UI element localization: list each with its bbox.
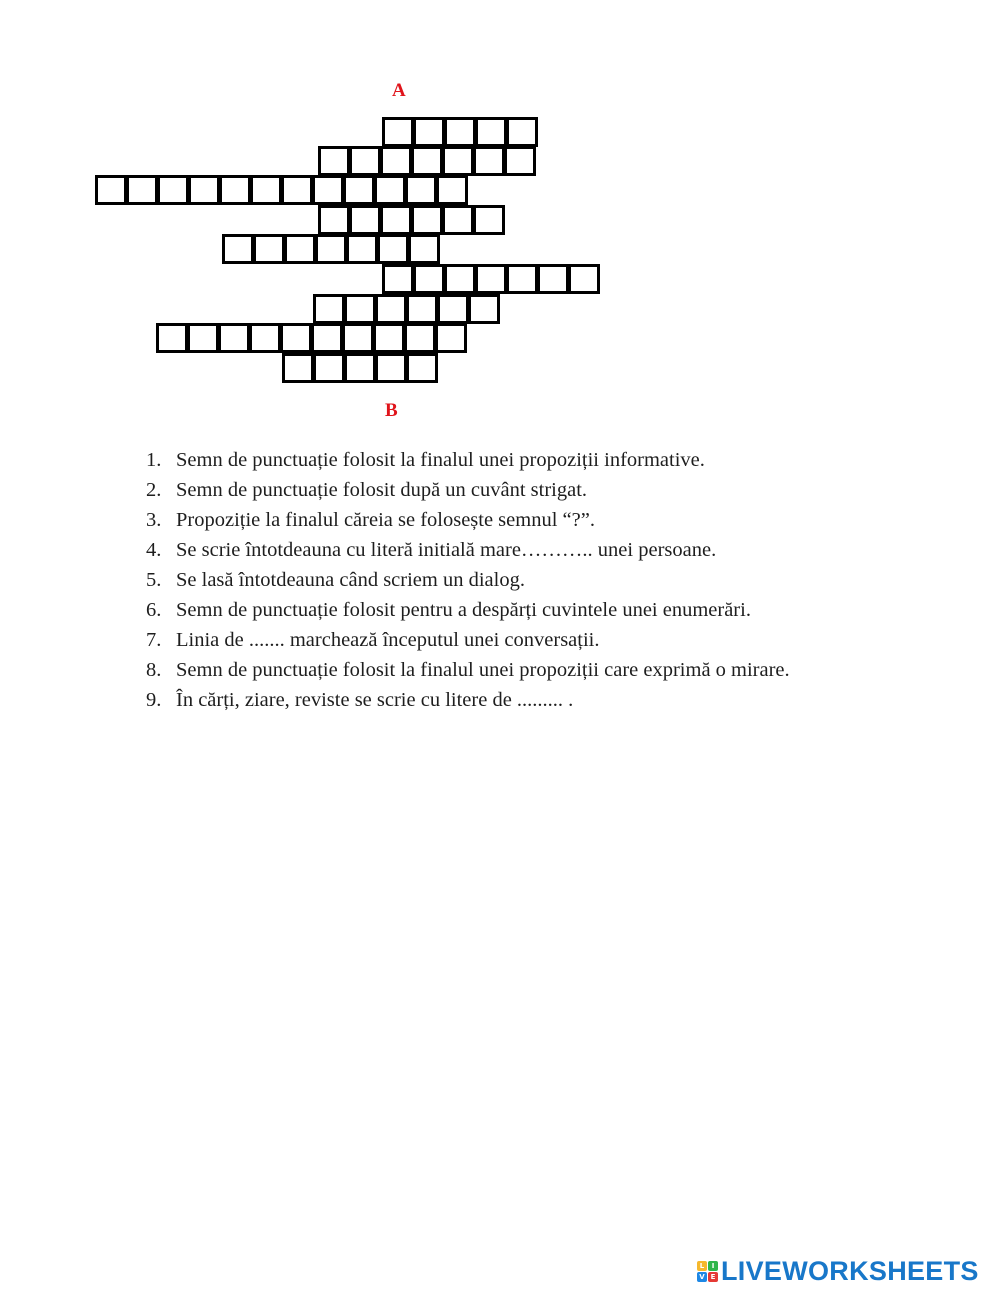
clue-item — [146, 565, 790, 595]
crossword-cell-row-2[interactable] — [442, 146, 474, 176]
crossword-cell-row-7[interactable] — [468, 294, 500, 324]
clue-text: Semn de punctuație folosit la finalul unei propoziții informative. — [176, 449, 705, 471]
crossword-cell-row-5[interactable] — [284, 234, 316, 264]
liveworksheets-logo-icon — [697, 1261, 718, 1282]
logo-tile: V — [697, 1272, 707, 1282]
crossword-cell-row-4[interactable] — [318, 205, 350, 235]
clue-text: În cărți, ziare, reviste se scrie cu litere de ......... . — [176, 689, 574, 711]
clue-number: 5. — [146, 569, 162, 591]
crossword-cell-row-3[interactable] — [343, 175, 375, 205]
crossword-cell-row-8[interactable] — [373, 323, 405, 353]
clue-item — [146, 655, 790, 685]
crossword-cell-row-3[interactable] — [405, 175, 437, 205]
crossword-cell-row-4[interactable] — [349, 205, 381, 235]
crossword-cell-row-3[interactable] — [250, 175, 282, 205]
crossword-cell-row-3[interactable] — [157, 175, 189, 205]
liveworksheets-logo — [697, 1256, 979, 1286]
crossword-cell-row-4[interactable] — [411, 205, 443, 235]
clue-text: Se scrie întotdeauna cu literă initială mare……….. unei persoane. — [176, 539, 717, 561]
crossword-top-label: A — [392, 80, 406, 101]
crossword-cell-row-8[interactable] — [342, 323, 374, 353]
crossword-cell-row-5[interactable] — [222, 234, 254, 264]
crossword-cell-row-8[interactable] — [435, 323, 467, 353]
crossword-cell-row-9[interactable] — [344, 353, 376, 383]
crossword-cell-row-4[interactable] — [473, 205, 505, 235]
crossword-cell-row-6[interactable] — [475, 264, 507, 294]
crossword-cell-row-7[interactable] — [437, 294, 469, 324]
clue-list — [146, 445, 790, 715]
crossword-cell-row-1[interactable] — [413, 117, 445, 147]
clue-number: 1. — [146, 449, 162, 471]
clue-item — [146, 595, 790, 625]
clue-text: Semn de punctuație folosit la finalul unei propoziții care exprimă o mirare. — [176, 659, 790, 681]
crossword-cell-row-1[interactable] — [444, 117, 476, 147]
clue-text: Propoziție la finalul căreia se folosește semnul “?”. — [176, 509, 595, 531]
crossword-cell-row-6[interactable] — [413, 264, 445, 294]
clue-number: 3. — [146, 509, 162, 531]
crossword-cell-row-2[interactable] — [504, 146, 536, 176]
clue-text: Se lasă întotdeauna când scriem un dialog. — [176, 569, 525, 591]
crossword-cell-row-8[interactable] — [156, 323, 188, 353]
clue-item — [146, 625, 790, 655]
crossword-cell-row-1[interactable] — [382, 117, 414, 147]
crossword-cell-row-9[interactable] — [375, 353, 407, 383]
logo-tile: E — [708, 1272, 718, 1282]
crossword-bottom-label: B — [385, 400, 398, 421]
crossword-cell-row-3[interactable] — [436, 175, 468, 205]
clue-item — [146, 475, 790, 505]
crossword-cell-row-6[interactable] — [506, 264, 538, 294]
clue-text: Semn de punctuație folosit pentru a despărți cuvintele unei enumerări. — [176, 599, 751, 621]
crossword-cell-row-5[interactable] — [408, 234, 440, 264]
crossword-cell-row-3[interactable] — [95, 175, 127, 205]
crossword-cell-row-3[interactable] — [312, 175, 344, 205]
crossword-cell-row-8[interactable] — [311, 323, 343, 353]
crossword-cell-row-2[interactable] — [380, 146, 412, 176]
clue-text: Semn de punctuație folosit după un cuvânt strigat. — [176, 479, 588, 501]
clue-number: 2. — [146, 479, 162, 501]
crossword-cell-row-5[interactable] — [315, 234, 347, 264]
crossword-cell-row-2[interactable] — [349, 146, 381, 176]
crossword-cell-row-3[interactable] — [374, 175, 406, 205]
crossword-cell-row-5[interactable] — [253, 234, 285, 264]
crossword-cell-row-8[interactable] — [218, 323, 250, 353]
crossword-cell-row-6[interactable] — [537, 264, 569, 294]
logo-tile: I — [708, 1261, 718, 1271]
crossword-cell-row-7[interactable] — [344, 294, 376, 324]
clue-number: 4. — [146, 539, 162, 561]
clue-number: 8. — [146, 659, 162, 681]
crossword-cell-row-2[interactable] — [318, 146, 350, 176]
crossword-cell-row-9[interactable] — [282, 353, 314, 383]
clue-number: 7. — [146, 629, 162, 651]
crossword-cell-row-3[interactable] — [126, 175, 158, 205]
crossword-cell-row-3[interactable] — [188, 175, 220, 205]
crossword-cell-row-9[interactable] — [406, 353, 438, 383]
clue-text: Linia de ....... marchează începutul unei conversații. — [176, 629, 600, 651]
liveworksheets-logo-text: LIVEWORKSHEETS — [721, 1256, 979, 1286]
crossword-cell-row-1[interactable] — [475, 117, 507, 147]
crossword-cell-row-4[interactable] — [442, 205, 474, 235]
clue-item — [146, 445, 790, 475]
crossword-cell-row-8[interactable] — [404, 323, 436, 353]
crossword-cell-row-2[interactable] — [411, 146, 443, 176]
crossword-cell-row-8[interactable] — [280, 323, 312, 353]
clue-item — [146, 685, 790, 715]
clue-number: 9. — [146, 689, 162, 711]
crossword-cell-row-6[interactable] — [444, 264, 476, 294]
crossword-cell-row-5[interactable] — [346, 234, 378, 264]
crossword-cell-row-1[interactable] — [506, 117, 538, 147]
clue-item — [146, 505, 790, 535]
clue-number: 6. — [146, 599, 162, 621]
crossword-cell-row-7[interactable] — [375, 294, 407, 324]
crossword-grid — [0, 0, 1000, 420]
crossword-cell-row-7[interactable] — [406, 294, 438, 324]
crossword-cell-row-6[interactable] — [568, 264, 600, 294]
crossword-cell-row-6[interactable] — [382, 264, 414, 294]
crossword-cell-row-3[interactable] — [219, 175, 251, 205]
crossword-cell-row-7[interactable] — [313, 294, 345, 324]
crossword-cell-row-8[interactable] — [187, 323, 219, 353]
crossword-cell-row-4[interactable] — [380, 205, 412, 235]
logo-tile: L — [697, 1261, 707, 1271]
crossword-cell-row-2[interactable] — [473, 146, 505, 176]
crossword-cell-row-5[interactable] — [377, 234, 409, 264]
crossword-cell-row-3[interactable] — [281, 175, 313, 205]
crossword-cell-row-8[interactable] — [249, 323, 281, 353]
crossword-cell-row-9[interactable] — [313, 353, 345, 383]
clue-item — [146, 535, 790, 565]
